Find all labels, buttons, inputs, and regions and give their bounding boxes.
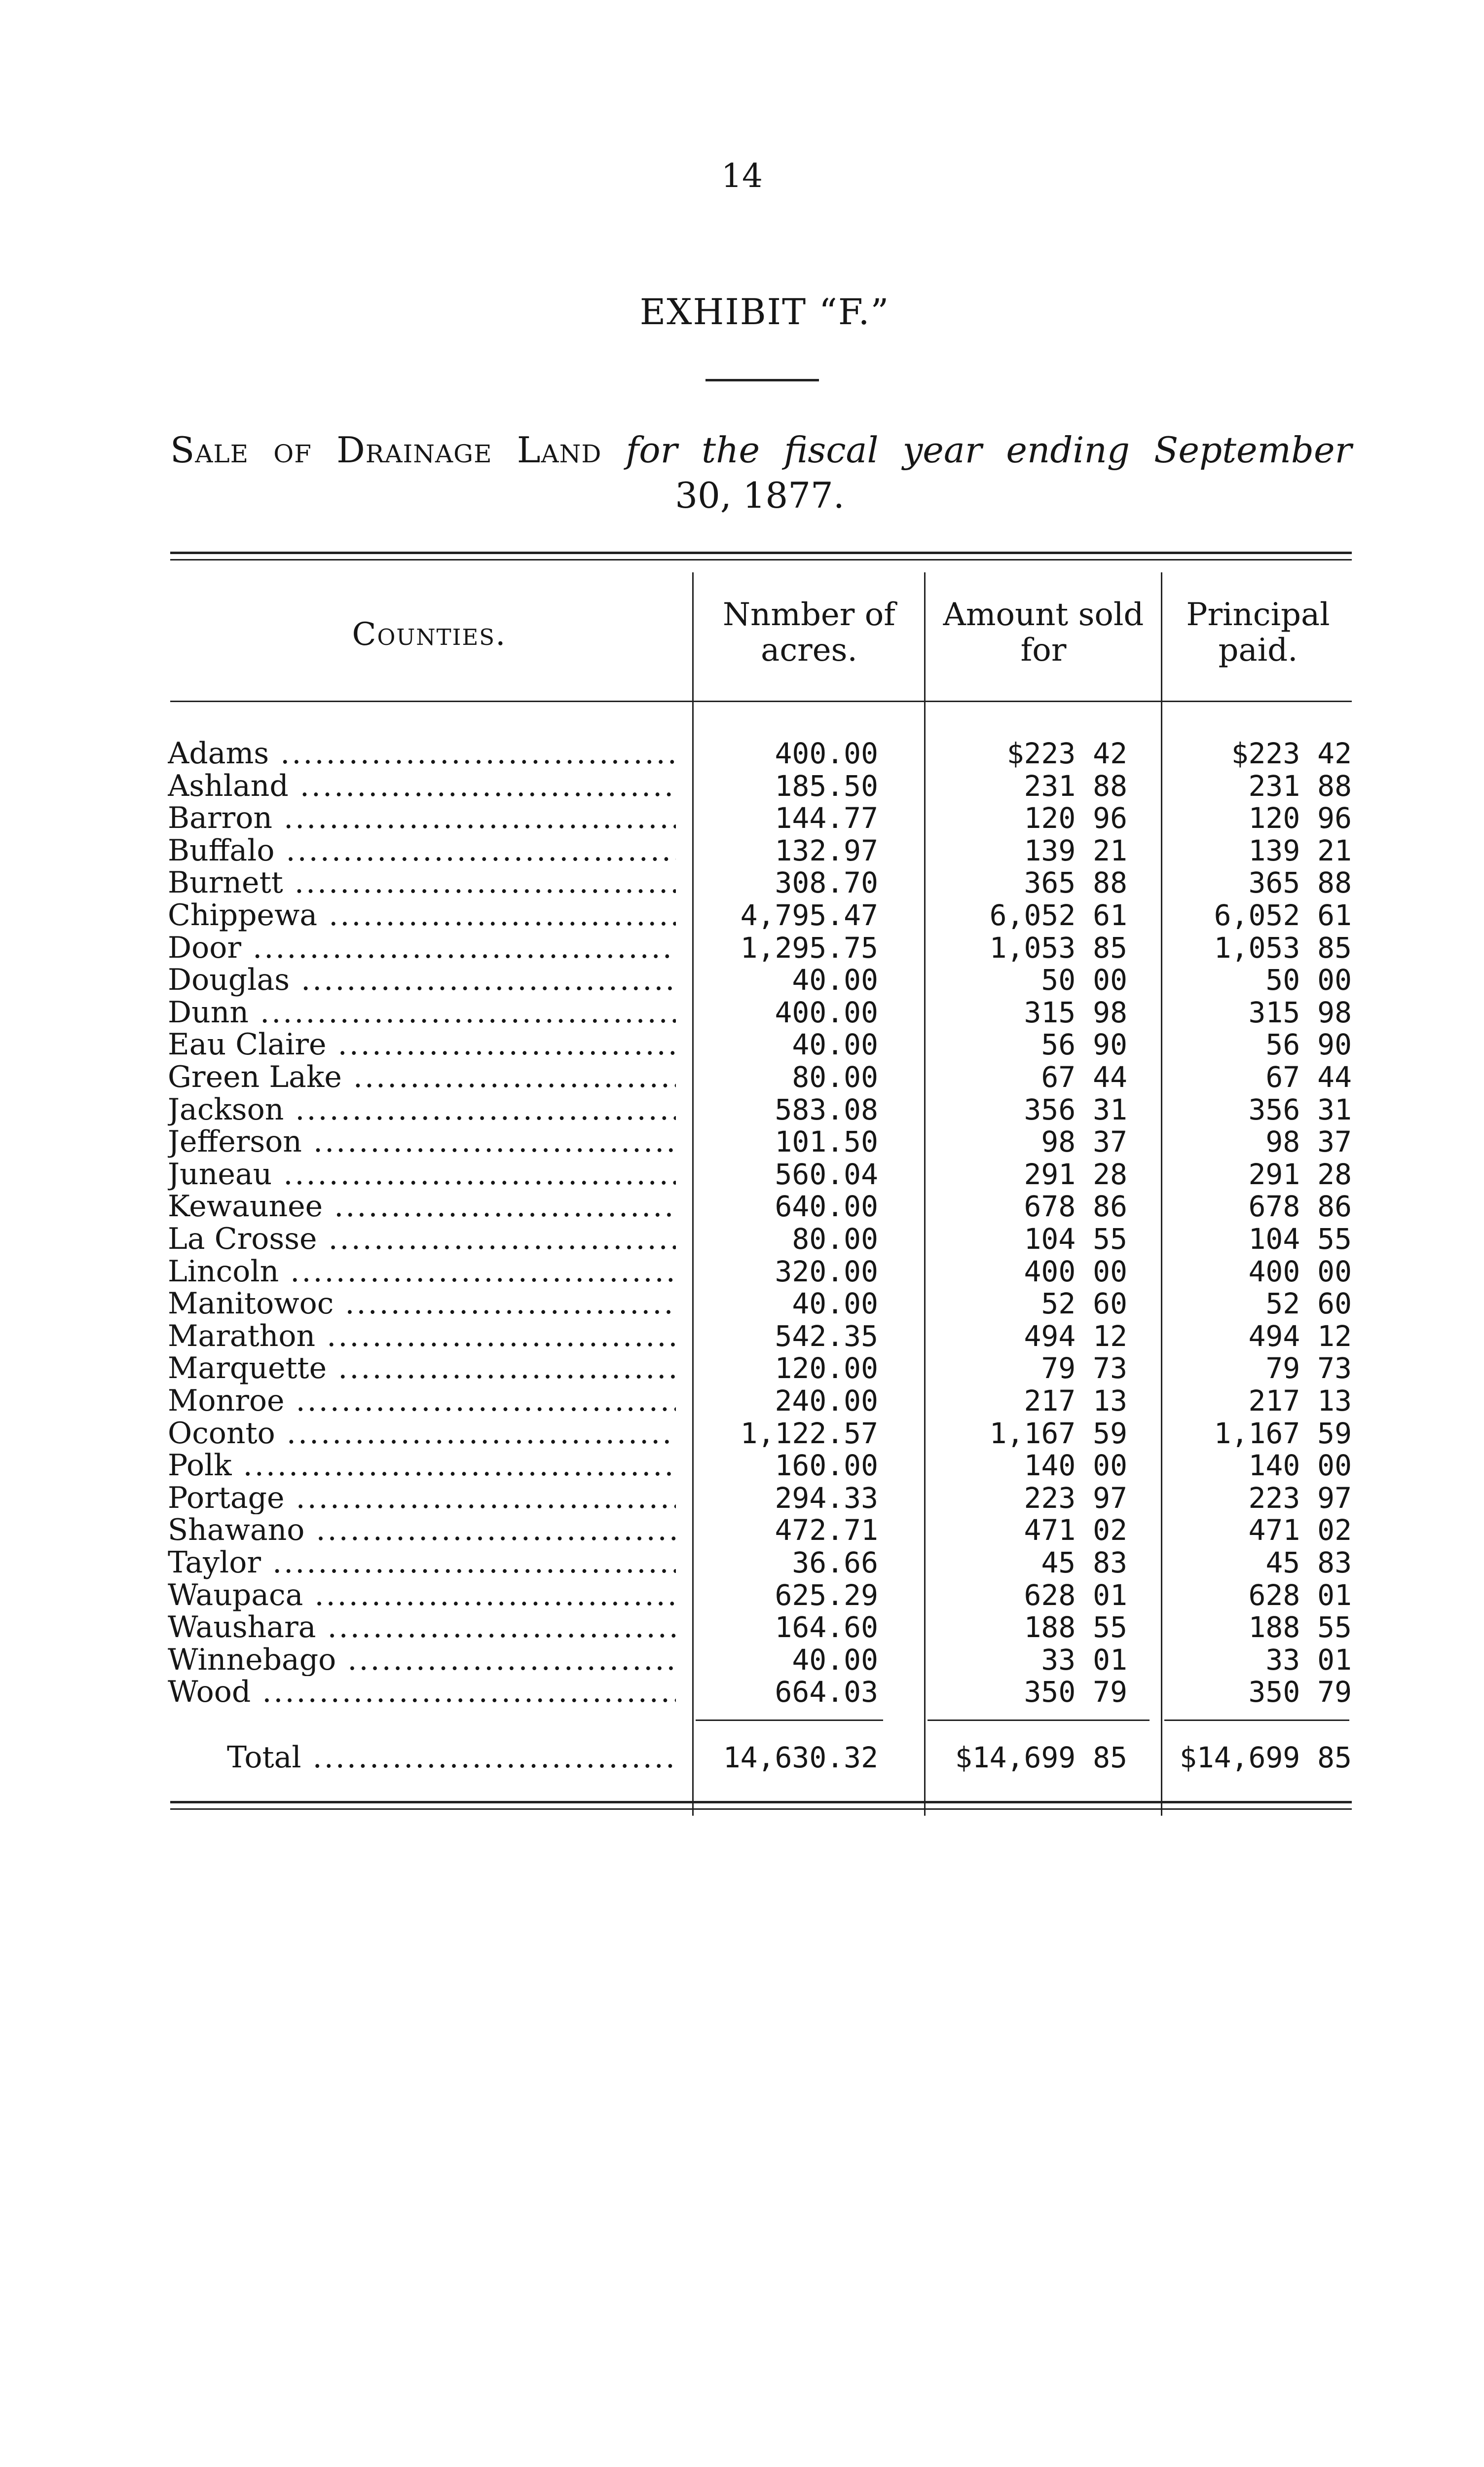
table-row <box>0 835 1484 867</box>
county-name: Winnebago ..... <box>168 1644 676 1677</box>
acres-value: 472.71 <box>775 1513 878 1547</box>
amount-value: $223 42 <box>1006 737 1127 770</box>
amount-value: 400 00 <box>1024 1254 1127 1288</box>
total-rule <box>696 1719 883 1721</box>
county-name: Green Lake ..... <box>168 1061 676 1094</box>
county-name: La Crosse ..... <box>168 1223 676 1256</box>
table-row <box>0 770 1484 803</box>
principal-value: 120 96 <box>1248 801 1352 835</box>
table-row <box>0 802 1484 835</box>
amount-value: 350 79 <box>1024 1675 1127 1709</box>
principal-value: 231 88 <box>1248 769 1352 803</box>
table-row <box>0 1514 1484 1547</box>
amount-value: 223 97 <box>1024 1481 1127 1515</box>
principal-value: 494 12 <box>1248 1319 1352 1353</box>
county-name: Jackson ..... <box>168 1094 676 1126</box>
principal-value: 1,167 59 <box>1214 1416 1352 1450</box>
title-rule <box>705 379 819 381</box>
amount-value: 1,167 59 <box>989 1416 1127 1450</box>
county-name: Portage ..... <box>168 1482 676 1515</box>
county-name: Barron ..... <box>168 802 676 835</box>
principal-value: 6,052 61 <box>1214 898 1352 932</box>
county-name: Oconto ..... <box>168 1418 676 1450</box>
amount-value: 1,053 85 <box>989 931 1127 965</box>
acres-value: 560.04 <box>775 1157 878 1191</box>
principal-value: 188 55 <box>1248 1610 1352 1645</box>
acres-value: 294.33 <box>775 1481 878 1515</box>
amount-value: 52 60 <box>1041 1287 1127 1321</box>
amount-value: 315 98 <box>1024 995 1127 1029</box>
caption-date: 30, 1877. <box>675 475 845 516</box>
table-row <box>0 1223 1484 1256</box>
acres-value: 101.50 <box>775 1125 878 1159</box>
principal-value: 217 13 <box>1248 1384 1352 1418</box>
acres-value: 640.00 <box>775 1190 878 1224</box>
table-row <box>0 1029 1484 1061</box>
county-name: Burnett ..... <box>168 867 676 899</box>
amount-value: 365 88 <box>1024 866 1127 900</box>
table-bottom-rule <box>170 1801 1352 1810</box>
amount-value: 139 21 <box>1024 833 1127 867</box>
acres-value: 185.50 <box>775 769 878 803</box>
acres-value: 1,295.75 <box>740 931 878 965</box>
acres-value: 144.77 <box>775 801 878 835</box>
table-row <box>0 1191 1484 1223</box>
acres-header-line2: acres. <box>761 632 857 669</box>
county-name: Juneau ..... <box>168 1159 676 1191</box>
county-name: Ashland ..... <box>168 770 676 803</box>
acres-value: 132.97 <box>775 833 878 867</box>
amount-value: 188 55 <box>1024 1610 1127 1645</box>
acres-value: 625.29 <box>775 1578 878 1612</box>
table-row <box>0 964 1484 997</box>
acres-value: 40.00 <box>792 1643 878 1677</box>
caption-italic: for the fiscal year ending September <box>626 429 1352 471</box>
acres-value: 40.00 <box>792 1287 878 1321</box>
total-rule <box>928 1719 1150 1721</box>
total-row <box>0 1742 1484 1774</box>
acres-value: 542.35 <box>775 1319 878 1353</box>
county-name: Eau Claire ..... <box>168 1029 676 1061</box>
header-rule <box>170 701 1352 702</box>
acres-value: 160.00 <box>775 1449 878 1483</box>
county-name: Wood ..... <box>168 1676 676 1709</box>
table-row <box>0 1418 1484 1450</box>
table-top-rule <box>170 552 1352 561</box>
county-name: Marathon ..... <box>168 1320 676 1353</box>
county-name: Manitowoc ..... <box>168 1288 676 1320</box>
amount-value: 45 83 <box>1041 1546 1127 1579</box>
table-row <box>0 1126 1484 1159</box>
table-row <box>0 1676 1484 1709</box>
principal-value: 628 01 <box>1248 1578 1352 1612</box>
principal-value: 140 00 <box>1248 1449 1352 1483</box>
table-row <box>0 932 1484 965</box>
county-name: Adams ..... <box>168 738 676 770</box>
acres-value: 240.00 <box>775 1384 878 1418</box>
table-row <box>0 1320 1484 1353</box>
county-name: Door ..... <box>168 932 676 965</box>
total-amount: $14,699 85 <box>955 1741 1127 1774</box>
amount-header <box>928 597 1159 668</box>
total-rule <box>1164 1719 1349 1721</box>
amount-value: 140 00 <box>1024 1449 1127 1483</box>
acres-value: 400.00 <box>775 995 878 1029</box>
acres-value: 320.00 <box>775 1254 878 1288</box>
principal-value: 356 31 <box>1248 1092 1352 1126</box>
principal-value: $223 42 <box>1231 737 1352 770</box>
principal-value: 291 28 <box>1248 1157 1352 1191</box>
table-row <box>0 1547 1484 1579</box>
principal-value: 67 44 <box>1265 1060 1352 1094</box>
table-row <box>0 1611 1484 1644</box>
principal-value: 52 60 <box>1265 1287 1352 1321</box>
county-name: Douglas ..... <box>168 964 676 997</box>
principal-value: 471 02 <box>1248 1513 1352 1547</box>
total-principal: $14,699 85 <box>1179 1741 1352 1774</box>
table-row <box>0 1159 1484 1191</box>
principal-header <box>1162 597 1354 668</box>
amount-value: 120 96 <box>1024 801 1127 835</box>
principal-value: 678 86 <box>1248 1190 1352 1224</box>
table-row <box>0 1256 1484 1288</box>
amount-value: 67 44 <box>1041 1060 1127 1094</box>
acres-value: 40.00 <box>792 963 878 997</box>
principal-value: 139 21 <box>1248 833 1352 867</box>
county-name: Waupaca ..... <box>168 1579 676 1612</box>
county-name: Marquette ..... <box>168 1352 676 1385</box>
table-caption <box>170 425 1352 475</box>
county-name: Polk ..... <box>168 1450 676 1482</box>
acres-value: 80.00 <box>792 1222 878 1256</box>
county-name: Chippewa ..... <box>168 899 676 932</box>
acres-value: 36.66 <box>792 1546 878 1579</box>
counties-header: Counties. <box>352 616 507 653</box>
caption-smallcaps: Sale of Drainage Land <box>170 429 602 471</box>
acres-header-line1: Nnmber of <box>723 597 895 633</box>
amount-value: 494 12 <box>1024 1319 1127 1353</box>
principal-value: 223 97 <box>1248 1481 1352 1515</box>
amount-value: 79 73 <box>1041 1351 1127 1385</box>
acres-value: 120.00 <box>775 1351 878 1385</box>
exhibit-title: EXHIBIT “F.” <box>639 291 890 333</box>
county-name: Lincoln ..... <box>168 1256 676 1288</box>
acres-value: 164.60 <box>775 1610 878 1645</box>
county-name: Buffalo ..... <box>168 835 676 867</box>
acres-value: 308.70 <box>775 866 878 900</box>
principal-value: 400 00 <box>1248 1254 1352 1288</box>
table-row <box>0 1288 1484 1320</box>
table-row <box>0 1644 1484 1677</box>
county-name: Taylor ..... <box>168 1547 676 1579</box>
principal-value: 56 90 <box>1265 1028 1352 1062</box>
principal-value: 1,053 85 <box>1214 931 1352 965</box>
amount-value: 56 90 <box>1041 1028 1127 1062</box>
table-row <box>0 1061 1484 1094</box>
county-name: Shawano ..... <box>168 1514 676 1547</box>
acres-value: 40.00 <box>792 1028 878 1062</box>
table-row <box>0 997 1484 1029</box>
amount-value: 33 01 <box>1041 1643 1127 1677</box>
amount-value: 104 55 <box>1024 1222 1127 1256</box>
acres-header <box>693 597 925 668</box>
principal-value: 50 00 <box>1265 963 1352 997</box>
table-row <box>0 738 1484 770</box>
principal-value: 104 55 <box>1248 1222 1352 1256</box>
table-row <box>0 1450 1484 1482</box>
table-row <box>0 1579 1484 1612</box>
amount-value: 678 86 <box>1024 1190 1127 1224</box>
amount-value: 291 28 <box>1024 1157 1127 1191</box>
total-label: Total ..... <box>227 1742 676 1774</box>
table-row <box>0 867 1484 899</box>
acres-value: 400.00 <box>775 737 878 770</box>
amount-value: 217 13 <box>1024 1384 1127 1418</box>
county-name: Jefferson ..... <box>168 1126 676 1159</box>
table-row <box>0 1094 1484 1126</box>
amount-header-line2: for <box>1020 632 1067 669</box>
acres-value: 1,122.57 <box>740 1416 878 1450</box>
principal-value: 33 01 <box>1265 1643 1352 1677</box>
acres-value: 80.00 <box>792 1060 878 1094</box>
principal-value: 98 37 <box>1265 1125 1352 1159</box>
principal-header-line1: Principal <box>1186 597 1330 633</box>
amount-value: 471 02 <box>1024 1513 1127 1547</box>
amount-header-line1: Amount sold <box>943 597 1144 633</box>
amount-value: 356 31 <box>1024 1092 1127 1126</box>
acres-value: 4,795.47 <box>740 898 878 932</box>
county-name: Dunn ..... <box>168 997 676 1029</box>
page-number: 14 <box>721 157 763 195</box>
acres-value: 583.08 <box>775 1092 878 1126</box>
amount-value: 6,052 61 <box>989 898 1127 932</box>
principal-value: 350 79 <box>1248 1675 1352 1709</box>
county-name: Kewaunee ..... <box>168 1191 676 1223</box>
principal-value: 365 88 <box>1248 866 1352 900</box>
table-row <box>0 1385 1484 1418</box>
county-name: Waushara ..... <box>168 1611 676 1644</box>
acres-value: 664.03 <box>775 1675 878 1709</box>
table-row <box>0 1482 1484 1515</box>
amount-value: 231 88 <box>1024 769 1127 803</box>
amount-value: 628 01 <box>1024 1578 1127 1612</box>
table-row <box>0 899 1484 932</box>
amount-value: 50 00 <box>1041 963 1127 997</box>
principal-value: 315 98 <box>1248 995 1352 1029</box>
total-acres: 14,630.32 <box>723 1741 878 1774</box>
table-row <box>0 1352 1484 1385</box>
principal-value: 45 83 <box>1265 1546 1352 1579</box>
county-name: Monroe ..... <box>168 1385 676 1418</box>
amount-value: 98 37 <box>1041 1125 1127 1159</box>
principal-header-line2: paid. <box>1218 632 1298 669</box>
principal-value: 79 73 <box>1265 1351 1352 1385</box>
